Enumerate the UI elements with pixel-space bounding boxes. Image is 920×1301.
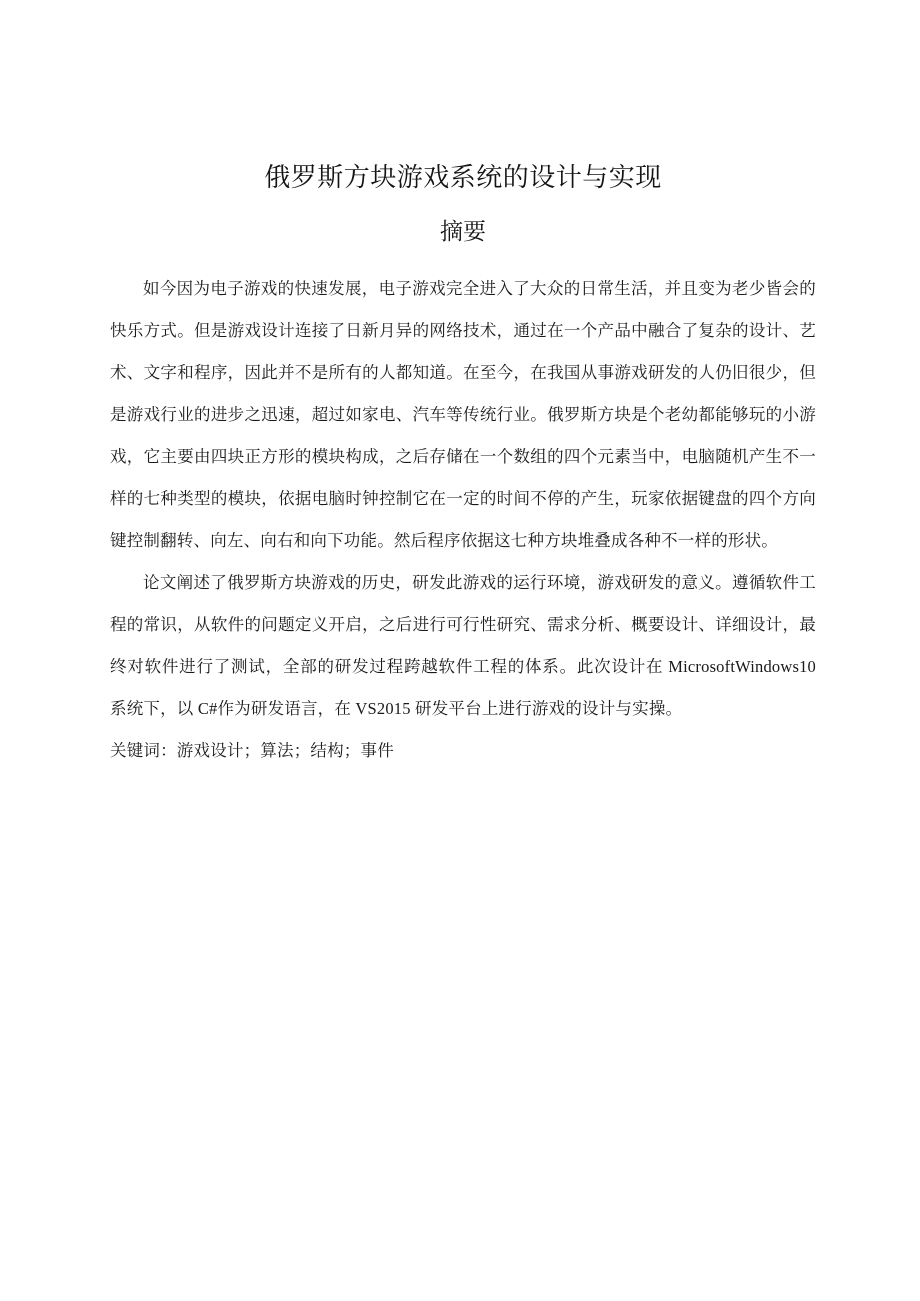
- section-heading-abstract: 摘要: [440, 218, 486, 244]
- abstract-paragraph-1: 如今因为电子游戏的快速发展，电子游戏完全进入了大众的日常生活，并且变为老少皆会的快乐方式。但是游戏设计连接了日新月异的网络技术，通过在一个产品中融合了复杂的设计、艺术、文字和程序，因此并不是所有的人都知道。在至今，在我国从事游戏研发的人仍旧很少，但是游戏行业的进步之迅速，超过如家电、汽车等传统行业。俄罗斯方块是个老幼都能够玩的小游戏，它主要由四块正方形的模块构成，之后存储在一个数组的四个元素当中，电脑随机产生不一样的七种类型的模块，依据电脑时钟控制它在一定的时间不停的产生，玩家依据键盘的四个方向键控制翻转、向左、向右和向下功能。然后程序依据这七种方块堆叠成各种不一样的形状。: [110, 279, 816, 550]
- abstract-paragraph-2: 论文阐述了俄罗斯方块游戏的历史，研发此游戏的运行环境，游戏研发的意义。遵循软件工程的常识，从软件的问题定义开启，之后进行可行性研究、需求分析、概要设计、详细设计，最终对软件进行了测试，全部的研发过程跨越软件工程的体系。此次设计在 MicrosoftWindows10 系统下，以 C#作为研发语言，在 VS2015 研发平台上进行游戏的设计与实操。: [110, 573, 816, 718]
- page-title: 俄罗斯方块游戏系统的设计与实现: [264, 162, 662, 192]
- abstract-body: [110, 268, 816, 772]
- keywords-line: 关键词：游戏设计；算法；结构；事件: [110, 741, 394, 760]
